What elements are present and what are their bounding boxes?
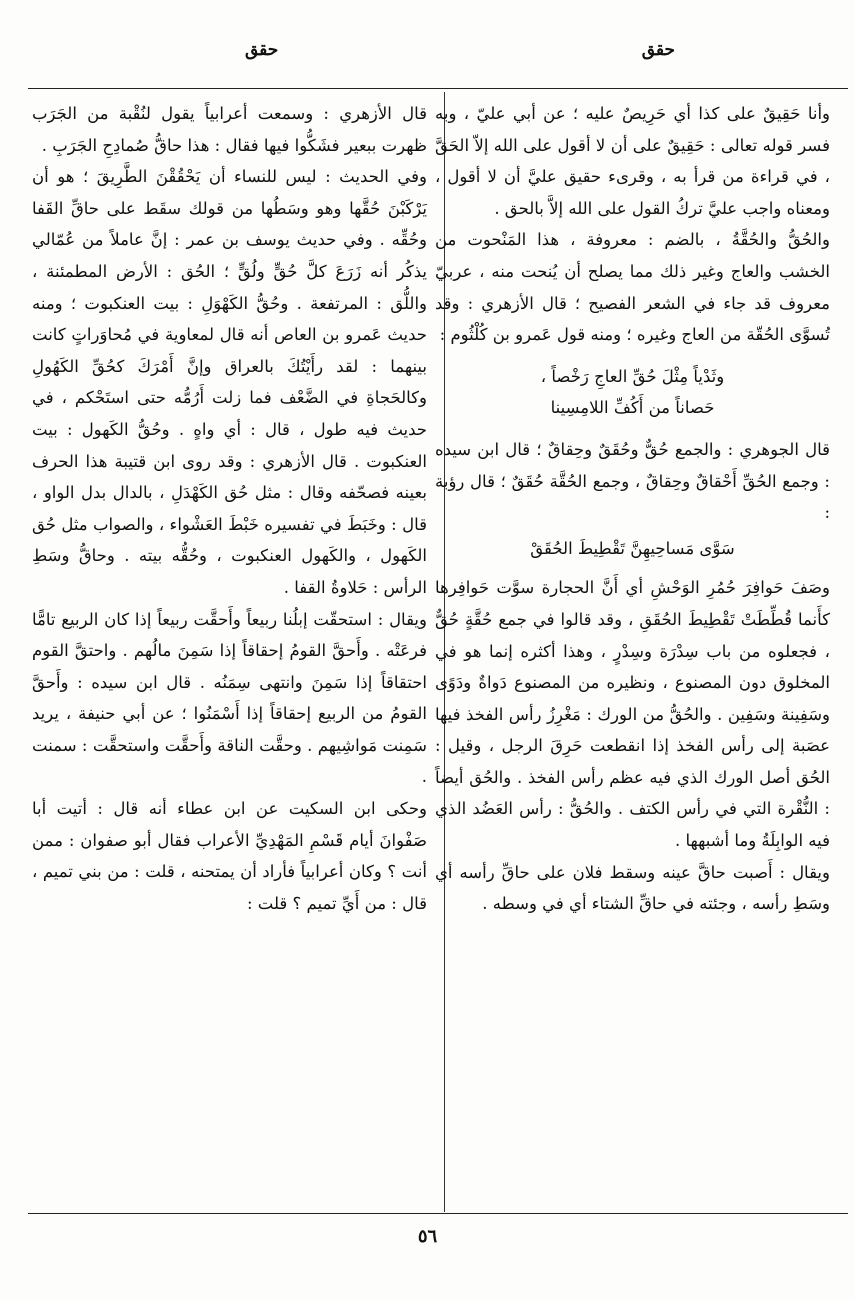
paragraph: وحكى ابن السكيت عن ابن عطاء أنه قال : أتيت أبا صَفْوانَ أيام قَسْمِ المَهْدِيِّ الأعراب فقال أبو صفوان : ممن أنت ؟ وكان أعرابياً فأراد أن يمتحنه ، قلت : من بني تميم ، قال : من أَيِّ تميم ؟ قلت :: [32, 799, 427, 913]
paragraph: قال الأزهري : وسمعت أعرابياً يقول لنُقْبة من الجَرَب ظهرت ببعير فشَكُّوا فيها فقال : هذا حاقُّ صُمادِحِ الجَرَبِ .: [32, 104, 427, 155]
paragraph: والحُقُّ والحُقَّةُ ، بالضم : معروفة ، هذا المَنْحوت من الخشب والعاج وغير ذلك مما يصلح أن يُنحت منه ، عربيّ معروف قد جاء في الشعر الفصيح ؛ قال الأزهري : وقد تُسوَّى الحُقّة من العاج وغيره ؛ ومنه قول عَمرو بن كُلْثُوم :: [435, 230, 830, 345]
paragraph: قال الجوهري : والجمع حُقٌّ وحُقَقٌ وحِقاقٌ ؛ قال ابن سيده : وجمع الحُقِّ أَحْقاقٌ وحِقاقٌ ، وجمع الحُقَّة حُقَقٌ ؛ قال رؤبة :: [435, 439, 830, 523]
paragraph: وأنا حَقِيقٌ على كذا أي حَرِيصٌ عليه ؛ عن أبي عليّ ، وبه فسر قوله تعالى : حَقِيقٌ على أن لا أقول على الله إلاّ الحَقَّ ، في قراءة من قرأ به ، وقرىء حقيق عليَّ أن لا أقول ، ومعناه واجب عليَّ تركُ القول على الله إلاَّ بالحق .: [435, 104, 830, 218]
verse-ruba: سَوَّى مَساحِيهِنَّ تَقْطِيطَ الحُقَقْ: [530, 538, 735, 558]
verse-amr-ibn-kulthum: [435, 361, 830, 424]
left-column: [32, 98, 427, 919]
page-number: ٥٦: [417, 1226, 438, 1247]
bottom-rule: [28, 1213, 848, 1214]
right-column: [435, 98, 830, 920]
verse-line: حَصاناً من أَكُفِّ اللامِسِينا: [550, 398, 715, 418]
top-rule: [28, 88, 848, 89]
running-header-right: حقق: [641, 40, 675, 60]
verse-line: وثَدْياً مِثْلَ حُقِّ العاجِ رَخْصاً ،: [540, 366, 725, 386]
paragraph: ويقال : أَصبت حاقَّ عينه وسقط فلان على حاقِّ رأسه أي وسَطِ رأسه ، وجئته في حاقِّ الشتاء أي في وسطه .: [435, 862, 830, 914]
running-header-left: حقق: [245, 40, 279, 60]
paragraph: ويقال : استحقّت إبلُنا ربيعاً وأَحقَّت ربيعاً إذا كان الربيع تامًّا فرعَتْه . وأَحقَّ القومُ إحقاقاً إذا سَمِنَ مالُهم . واحتقَّ القوم احتقاقاً إذا سَمِنَ وانتهى سِمَنُه . قال ابن سيده : وأَحقَّ القومُ من الربيع إحقاقاً إذا أَسْمَنُوا ؛ عن أبي حنيفة ، يريد سَمِنت مَواشِيهم . وحقَّت الناقة وأَحقَّت واستحقَّت : سمنت .: [32, 609, 427, 787]
paragraph: وفي الحديث : ليس للنساء أن يَحْقُقْنَ الطَّرِيقَ ؛ هو أن يَرْكَبْنَ حُقَّها وهو وسَطُها من قولك سقَط على حاقِّ القَفا وحُقِّه . وفي حديث يوسف بن عمر : إنَّ عاملاً من عُمّالي يذكُر أنه زَرَعَ كلَّ حُقٍّ ولُقٍّ ؛ الحُق : الأرض المطمئنة ، واللُّق : المرتفعة . وحُقُّ الكَهْوَلِ : بيت العنكبوت ؛ ومنه حديث عَمرو بن العاص أنه قال لمعاوية في مُحاوَراتٍ كانت بينهما : لقد رأَيْتُكَ بالعراق وإنَّ أَمْرَكَ كحُقِّ الكَهُولِ وكالحَجاةِ في الضَّعْف فما زلت أَرُمُّه حتى استَحْكم ، في حديث فيه طول ، قال : أي واهٍ . وحُقُّ الكَهول : بيت العنكبوت . قال الأزهري : وقد روى ابن قتيبة هذا الحرف بعينه فصحّفه وقال : مثل حُق الكَهْدَلِ ، بالدال بدل الواو ، قال : وخَبَطَ في تفسيره خَبْطَ العَشْواء ، والصواب مثل حُق الكَهول ، والكَهول العنكبوت ، وحُقُّه بيته . وحاقُّ وسَطِ الرأس : حَلاوةُ القفا .: [32, 167, 427, 597]
paragraph: وصَفَ حَوافِرَ حُمُرِ الوَحْشِ أي أَنَّ الحجارة سوَّت حَوافِرها كأَنما قُطِّطَتْ تَقْطِيطَ الحُقَقِ ، وقد قالوا في جمع حُقَّةٍ حُقٌّ ، فجعلوه من باب سِدْرَة وسِدْرٍ ، وهذا أكثره إنما هو في المخلوق دون المصنوع ، ونظيره من المصنوع دَواةٌ ودَوًى وسَفِينة وسَفِين . والحُقُّ من الورك : مَغْرِزُ رأس الفخذ فيها عصَبة إلى رأس الفخذ إذا انقطعت حَرِقَ الرجل ، وقيل : الحُق أصل الورك الذي فيه عظم رأس الفخذ . والحُق أيضاً : النُّقْرة التي في رأس الكتف . والحُقُّ : رأس العَضُد الذي فيه الوابِلَةُ وما أشبهها .: [435, 578, 830, 851]
